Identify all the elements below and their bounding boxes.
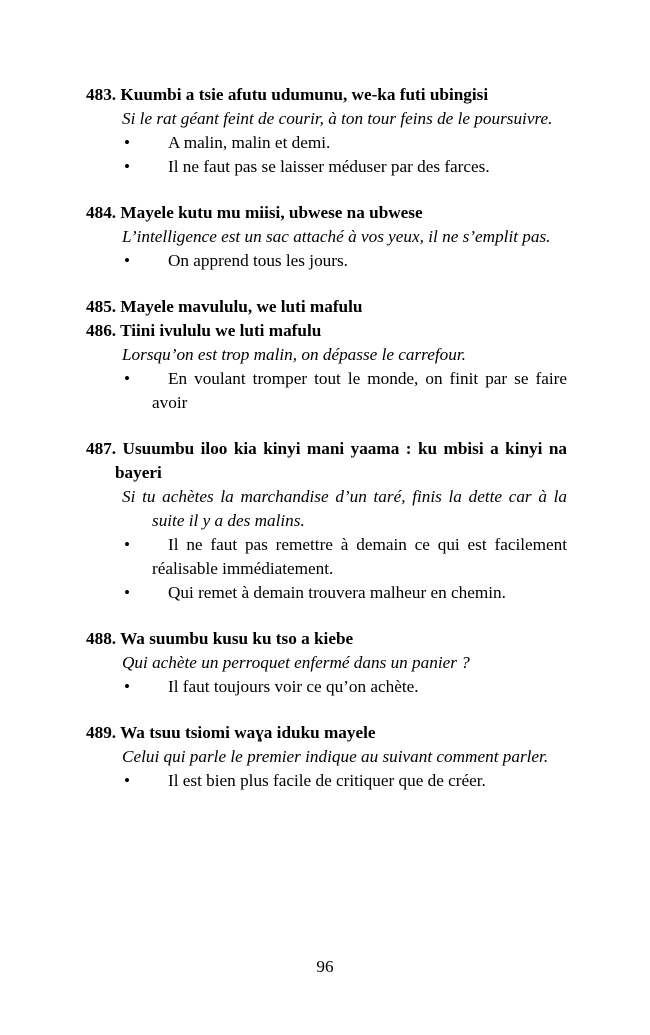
proverb-translation: Si le rat géant feint de courir, à ton tour feins de le poursuivre. — [122, 109, 553, 128]
meaning-text: Il ne faut pas se laisser méduser par des farces. — [168, 157, 490, 176]
page-content — [86, 83, 567, 815]
meaning-text: Qui remet à demain trouvera malheur en chemin. — [168, 583, 506, 602]
proverb-meaning — [86, 581, 567, 605]
bullet-icon: • — [124, 369, 131, 388]
proverb-heading: 488. Wa suumbu kusu ku tso a kiebe — [86, 629, 354, 648]
meaning-text: Il faut toujours voir ce qu’on achète. — [168, 677, 419, 696]
bullet-icon: • — [124, 133, 131, 152]
proverb-heading: 487. Usuumbu iloo kia kinyi mani yaama : ku mbisi a kinyi na bayeri — [86, 439, 567, 482]
proverb-entry — [86, 721, 567, 793]
meaning-text: En voulant tromper tout le monde, on finit par se faire avoir — [152, 369, 567, 412]
proverb-entry — [86, 437, 567, 605]
proverb-meaning — [86, 367, 567, 415]
proverb-heading: 484. Mayele kutu mu miisi, ubwese na ubwese — [86, 203, 423, 222]
proverb-meaning — [86, 769, 567, 793]
bullet-icon: • — [124, 771, 131, 790]
proverb-entry — [86, 83, 567, 179]
meaning-text: Il ne faut pas remettre à demain ce qui est facilement réalisable immédiatement. — [152, 535, 567, 578]
proverb-heading: 485. Mayele mavululu, we luti mafulu — [86, 297, 363, 316]
bullet-icon: • — [124, 251, 131, 270]
proverb-translation: Lorsqu’on est trop malin, on dépasse le carrefour. — [122, 345, 466, 364]
bullet-icon: • — [124, 157, 131, 176]
proverb-meaning — [86, 249, 567, 273]
proverb-heading: 489. Wa tsuu tsiomi waɣa iduku mayele — [86, 723, 376, 742]
proverb-translation: Si tu achètes la marchandise d’un taré, finis la dette car à la suite il y a des malins. — [122, 487, 567, 530]
proverb-meaning — [86, 131, 567, 155]
proverb-entry — [86, 627, 567, 699]
bullet-icon: • — [124, 583, 131, 602]
proverb-heading: 483. Kuumbi a tsie afutu udumunu, we-ka futi ubingisi — [86, 85, 489, 104]
proverb-translation: Qui achète un perroquet enfermé dans un panier ? — [122, 653, 470, 672]
meaning-text: Il est bien plus facile de critiquer que de créer. — [168, 771, 486, 790]
proverb-meaning — [86, 155, 567, 179]
meaning-text: A malin, malin et demi. — [168, 133, 331, 152]
proverb-heading: 486. Tiini ivululu we luti mafulu — [86, 321, 322, 340]
bullet-icon: • — [124, 535, 131, 554]
proverb-entry — [86, 295, 567, 415]
proverb-meaning — [86, 533, 567, 581]
proverb-entry — [86, 201, 567, 273]
proverb-meaning — [86, 675, 567, 699]
proverb-translation: Celui qui parle le premier indique au suivant comment parler. — [122, 747, 549, 766]
meaning-text: On apprend tous les jours. — [168, 251, 348, 270]
proverb-translation: L’intelligence est un sac attaché à vos yeux, il ne s’emplit pas. — [122, 227, 551, 246]
page-number: 96 — [316, 957, 334, 976]
bullet-icon: • — [124, 677, 131, 696]
